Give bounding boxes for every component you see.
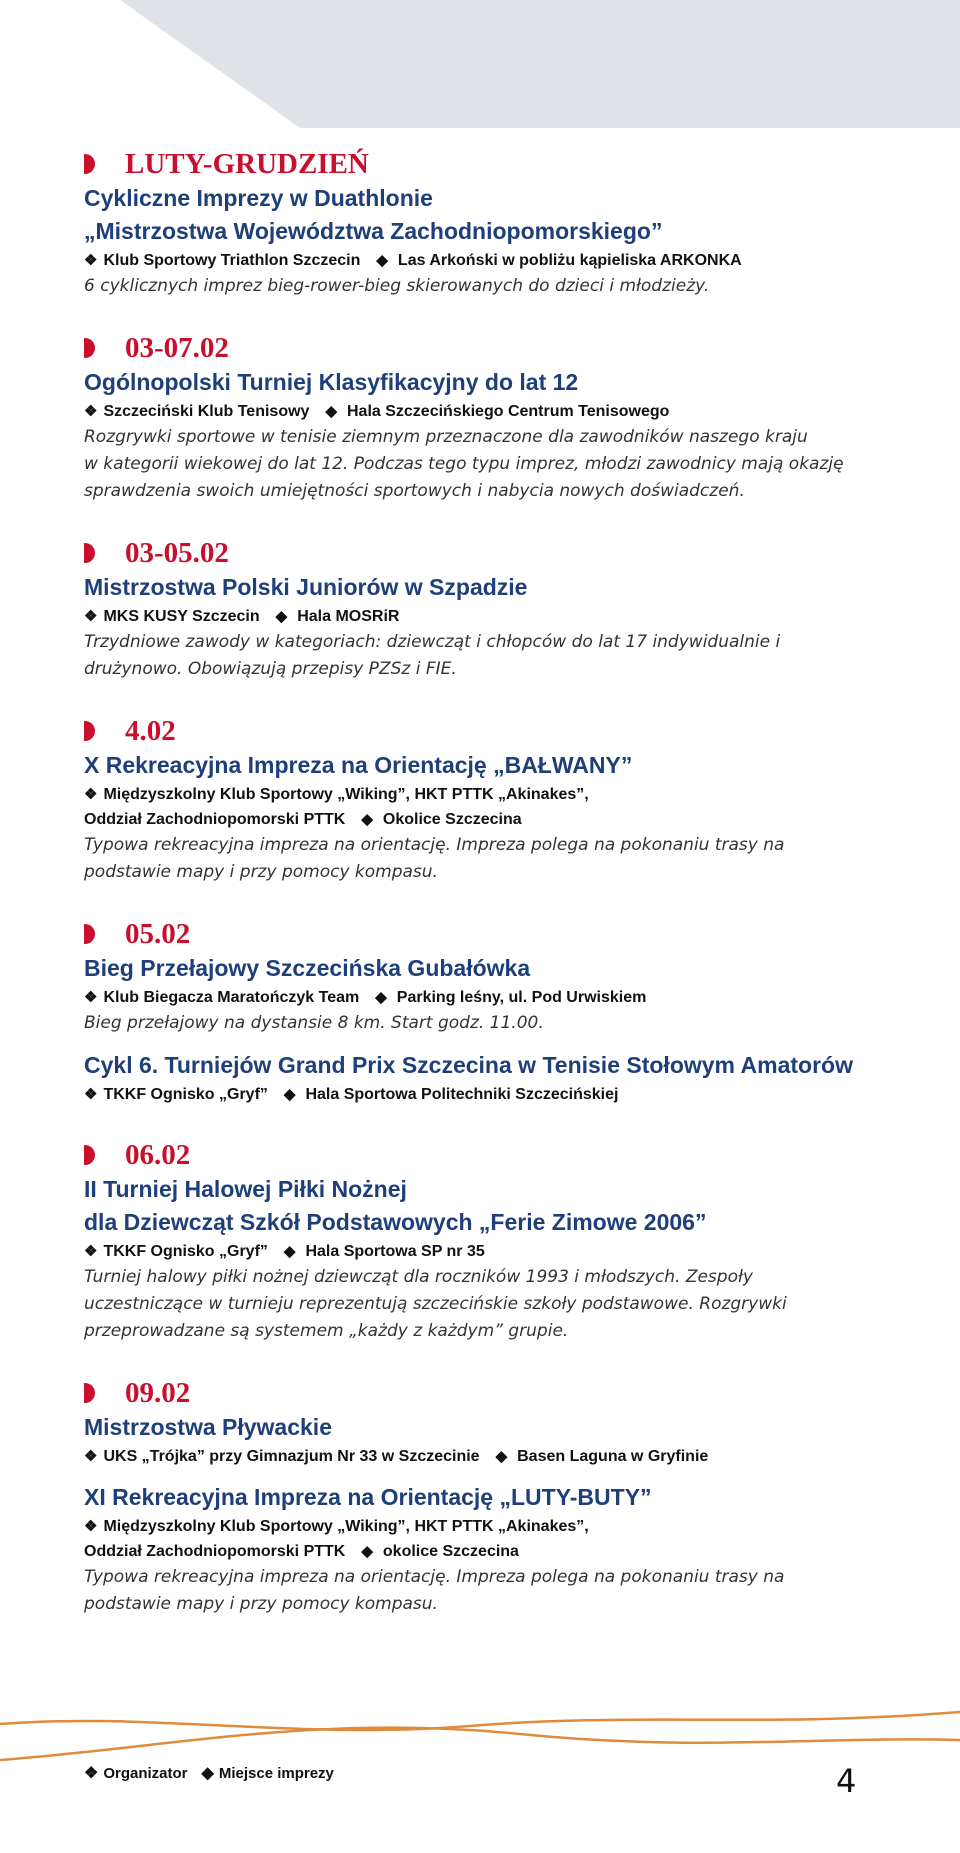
organizer: Klub Sportowy Triathlon Szczecin [103, 252, 361, 269]
organizer: MKS KUSY Szczecin [103, 608, 260, 625]
four-diamond-icon: ❖ [84, 1448, 98, 1465]
diamond-icon: ◆ [283, 1086, 296, 1103]
place: okolice Szczecina [382, 1543, 519, 1560]
half-circle-icon [84, 924, 95, 944]
event-date [84, 1137, 884, 1173]
event-title: X Rekreacyjna Impreza na Orientację „BAŁWANY” [84, 752, 633, 778]
diamond-icon: ◆ [376, 252, 388, 269]
date-text: 4.02 [125, 715, 176, 747]
diamond-icon: ◆ [361, 1543, 373, 1560]
four-diamond-icon: ❖ [84, 1765, 99, 1782]
event-date [84, 535, 884, 571]
event-meta [84, 1082, 884, 1107]
diamond-icon: ◆ [375, 989, 387, 1006]
desc-line: Typowa rekreacyjna impreza na orientację. Impreza polega na pokonaniu trasy na [84, 835, 785, 855]
event-title-line2: dla Dziewcząt Szkół Podstawowych „Ferie Zimowe 2006” [84, 1209, 707, 1235]
legend [84, 1763, 348, 1783]
event-meta [84, 807, 884, 832]
date-text: 09.02 [125, 1377, 191, 1409]
four-diamond-icon: ❖ [84, 1518, 98, 1535]
event-date [84, 916, 884, 952]
half-circle-icon [84, 154, 95, 174]
place: Okolice Szczecina [382, 811, 522, 828]
desc-line: przeprowadzane są systemem „każdy z każdym” grupie. [84, 1321, 569, 1341]
event-title: Bieg Przełajowy Szczecińska Gubałówka [84, 955, 531, 981]
event-description [84, 1264, 884, 1345]
place: Basen Laguna w Gryfinie [517, 1448, 709, 1465]
event-subblock [84, 1481, 884, 1618]
date-text: 06.02 [125, 1139, 191, 1171]
event-description [84, 424, 884, 505]
diamond-icon: ◆ [325, 403, 337, 420]
organizer: Międzyszkolny Klub Sportowy „Wiking”, HKT PTTK „Akinakes”, [103, 1518, 589, 1535]
date-text: LUTY-GRUDZIEŃ [125, 148, 369, 180]
desc-line: sprawdzenia swoich umiejętności sportowych i nabycia nowych doświadczeń. [84, 481, 745, 501]
event-description [84, 1564, 884, 1618]
four-diamond-icon: ❖ [84, 608, 98, 625]
desc-line: w kategorii wiekowej do lat 12. Podczas tego typu imprez, młodzi zawodnicy mają okazję [84, 454, 844, 474]
event-section [84, 713, 884, 886]
half-circle-icon [84, 721, 95, 741]
organizer-line2: Oddział Zachodniopomorski PTTK [84, 811, 346, 828]
event-title: II Turniej Halowej Piłki Nożnej [84, 1176, 407, 1202]
place: Las Arkoński w pobliżu kąpieliska ARKONKA [397, 252, 742, 269]
event-title: Ogólnopolski Turniej Klasyfikacyjny do lat 12 [84, 369, 579, 395]
half-circle-icon [84, 338, 95, 358]
desc-line: Bieg przełajowy na dystansie 8 km. Start godz. 11.00. [84, 1013, 544, 1033]
diamond-icon: ◆ [361, 811, 373, 828]
desc-line: drużynowo. Obowiązują przepisy PZSz i FIE. [84, 659, 457, 679]
date-text: 05.02 [125, 918, 191, 950]
desc-line: Typowa rekreacyjna impreza na orientację. Impreza polega na pokonaniu trasy na [84, 1567, 785, 1587]
diamond-icon: ◆ [201, 1765, 214, 1782]
event-title: XI Rekreacyjna Impreza na Orientację „LUTY-BUTY” [84, 1484, 652, 1510]
desc-line: 6 cyklicznych imprez bieg-rower-bieg skierowanych do dzieci i młodzieży. [84, 276, 710, 296]
event-meta [84, 399, 884, 424]
place: Hala Sportowa Politechniki Szczecińskiej [305, 1086, 619, 1103]
place: Hala MOSRiR [297, 608, 400, 625]
event-section [84, 146, 884, 300]
four-diamond-icon: ❖ [84, 989, 98, 1006]
top-decorative-band [0, 0, 960, 130]
half-circle-icon [84, 1383, 95, 1403]
four-diamond-icon: ❖ [84, 252, 98, 269]
event-section [84, 535, 884, 683]
legend-place-label: Miejsce imprezy [218, 1764, 334, 1782]
date-text: 03-05.02 [125, 537, 229, 569]
event-section [84, 916, 884, 1107]
event-title: Mistrzostwa Pływackie [84, 1414, 332, 1440]
legend-organizer [84, 1763, 188, 1783]
organizer: UKS „Trójka” przy Gimnazjum Nr 33 w Szczecinie [103, 1448, 480, 1465]
event-meta [84, 1539, 884, 1564]
organizer: Szczeciński Klub Tenisowy [103, 403, 310, 420]
organizer: Międzyszkolny Klub Sportowy „Wiking”, HKT PTTK „Akinakes”, [103, 786, 589, 803]
desc-line: uczestniczące w turnieju reprezentują szczecińskie szkoły podstawowe. Rozgrywki [84, 1294, 787, 1314]
event-meta [84, 604, 884, 629]
organizer: TKKF Ognisko „Gryf” [103, 1243, 268, 1260]
half-circle-icon [84, 1145, 95, 1165]
event-section [84, 1375, 884, 1618]
place: Hala Szczecińskiego Centrum Tenisowego [346, 403, 670, 420]
event-description [84, 273, 884, 300]
decorative-wave [0, 1690, 960, 1770]
place: Parking leśny, ul. Pod Urwiskiem [396, 989, 647, 1006]
desc-line: podstawie mapy i przy pomocy kompasu. [84, 1594, 438, 1614]
event-meta [84, 782, 884, 807]
event-date [84, 713, 884, 749]
event-description [84, 629, 884, 683]
event-subblock [84, 1049, 884, 1107]
event-title-line2: „Mistrzostwa Województwa Zachodniopomorskiego” [84, 218, 663, 244]
event-meta [84, 248, 884, 273]
organizer-line2: Oddział Zachodniopomorski PTTK [84, 1543, 346, 1560]
event-title: Mistrzostwa Polski Juniorów w Szpadzie [84, 574, 528, 600]
event-meta [84, 1239, 884, 1264]
event-section [84, 330, 884, 505]
four-diamond-icon: ❖ [84, 786, 98, 803]
event-section [84, 1137, 884, 1345]
event-meta [84, 1444, 884, 1469]
four-diamond-icon: ❖ [84, 1243, 98, 1260]
event-title: Cykl 6. Turniejów Grand Prix Szczecina w Tenisie Stołowym Amatorów [84, 1052, 853, 1078]
diamond-icon: ◆ [275, 608, 288, 625]
event-meta [84, 1514, 884, 1539]
legend-place [202, 1763, 334, 1783]
diamond-icon: ◆ [495, 1448, 508, 1465]
event-date [84, 330, 884, 366]
desc-line: Trzydniowe zawody w kategoriach: dziewcząt i chłopców do lat 17 indywidualnie i [84, 632, 781, 652]
event-date [84, 1375, 884, 1411]
legend-organizer-label: Organizator [103, 1764, 188, 1782]
desc-line: Turniej halowy piłki nożnej dziewcząt dla roczników 1993 i młodszych. Zespoły [84, 1267, 753, 1287]
desc-line: Rozgrywki sportowe w tenisie ziemnym przeznaczone dla zawodników naszego kraju [84, 427, 808, 447]
diamond-icon: ◆ [283, 1243, 296, 1260]
event-description [84, 832, 884, 886]
event-meta [84, 985, 884, 1010]
four-diamond-icon: ❖ [84, 403, 98, 420]
organizer: Klub Biegacza Maratończyk Team [103, 989, 360, 1006]
place: Hala Sportowa SP nr 35 [305, 1243, 485, 1260]
half-circle-icon [84, 543, 95, 563]
date-text: 03-07.02 [125, 332, 229, 364]
event-title: Cykliczne Imprezy w Duathlonie [84, 185, 433, 211]
event-list [84, 146, 884, 1648]
desc-line: podstawie mapy i przy pomocy kompasu. [84, 862, 438, 882]
event-description [84, 1010, 884, 1037]
four-diamond-icon: ❖ [84, 1086, 98, 1103]
organizer: TKKF Ognisko „Gryf” [103, 1086, 268, 1103]
page-number: 4 [836, 1762, 857, 1800]
event-date [84, 146, 884, 182]
